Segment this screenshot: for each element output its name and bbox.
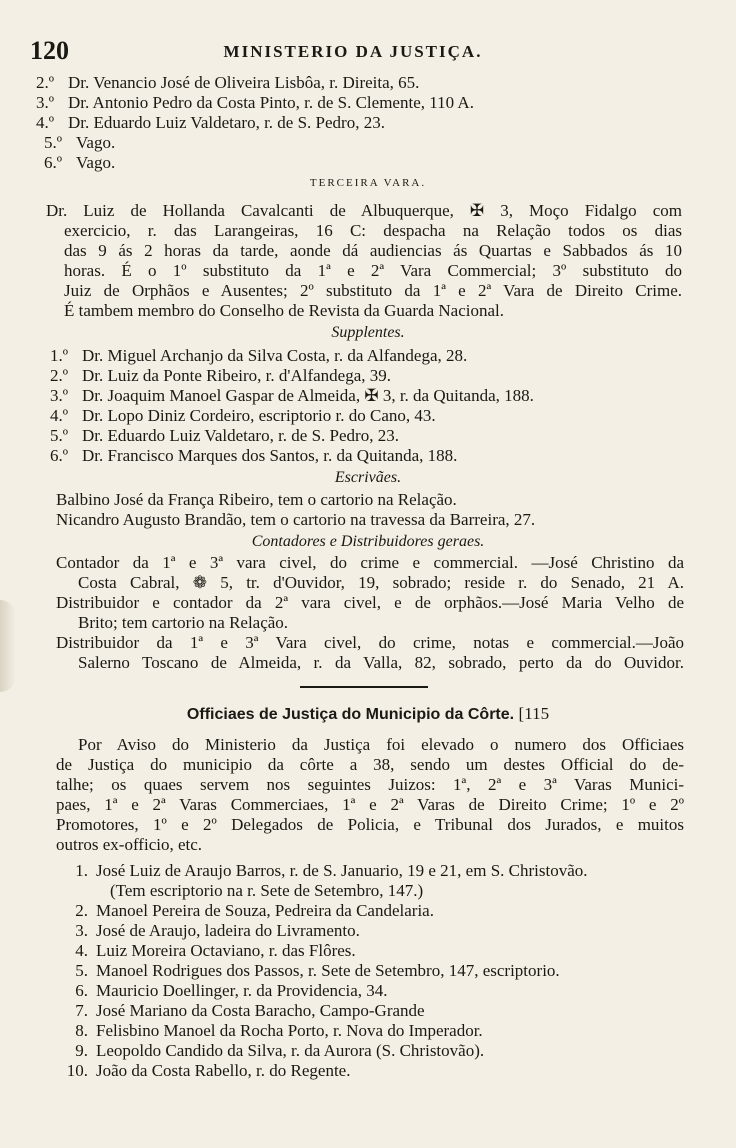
list-item: 3.º Dr. Antonio Pedro da Costa Pinto, r. de S. Clemente, 110 A. <box>36 93 474 112</box>
page-number: 120 <box>30 36 69 65</box>
text-line: Costa Cabral, ❁ 5, tr. d'Ouvidor, 19, sobrado; reside r. do Senado, 21 A. <box>78 573 684 592</box>
section-heading-terceira-vara: TERCEIRA VARA. <box>309 177 427 189</box>
list-item: 6.º Dr. Francisco Marques dos Santos, r. da Quitanda, 188. <box>50 446 458 465</box>
list-item: 4.º Dr. Lopo Diniz Cordeiro, escriptorio r. do Cano, 43. <box>50 406 436 425</box>
text-line: Juiz de Orphãos e Ausentes; 2º substituto da 1ª e 2ª Vara de Direito Crime. <box>64 281 682 300</box>
text-line: horas. É o 1º substituto da 1ª e 2ª Vara Commercial; 3º substituto do <box>64 261 682 280</box>
subheading-supplentes: Supplentes. <box>331 324 405 341</box>
text-line: Brito; tem cartorio na Relação. <box>78 613 289 632</box>
list-item: 5. Manoel Rodrigues dos Passos, r. Sete de Setembro, 147, escriptorio. <box>75 961 560 980</box>
page-edge-stain <box>0 600 16 692</box>
list-item: 2.º Dr. Luiz da Ponte Ribeiro, r. d'Alfandega, 39. <box>50 366 391 385</box>
list-item: 3.º Dr. Joaquim Manoel Gaspar de Almeida, ✠ 3, r. da Quitanda, 188. <box>50 386 534 405</box>
subheading-contadores: Contadores e Distribuidores geraes. <box>251 533 485 550</box>
list-item: 6. Mauricio Doellinger, r. da Providencia, 34. <box>75 981 388 1000</box>
text-line: Por Aviso do Ministerio da Justiça foi elevado o numero dos Officiaes <box>78 735 684 754</box>
list-item: 1. José Luiz de Araujo Barros, r. de S. Januario, 19 e 21, em S. Christovão. <box>75 861 588 880</box>
list-item-note: (Tem escriptorio na r. Sete de Setembro, 147.) <box>110 881 424 900</box>
text-line: Dr. Luiz de Hollanda Cavalcanti de Albuquerque, ✠ 3, Moço Fidalgo com <box>46 201 682 220</box>
list-item: 4.º Dr. Eduardo Luiz Valdetaro, r. de S. Pedro, 23. <box>36 113 385 132</box>
text-line: das 9 ás 2 horas da tarde, aonde dá audiencias ás Quartas e Sabbados ás 10 <box>64 241 682 260</box>
text-line: É tambem membro do Conselho de Revista da Guarda Nacional. <box>64 301 504 320</box>
list-item: 4. Luiz Moreira Octaviano, r. das Flôres. <box>75 941 356 960</box>
text-line: Distribuidor da 1ª e 3ª Vara civel, do crime, notas e commercial.—João <box>56 633 684 652</box>
list-item: 2.º Dr. Venancio José de Oliveira Lisbôa, r. Direita, 65. <box>36 73 420 92</box>
page-header <box>30 36 676 66</box>
list-item: 1.º Dr. Miguel Archanjo da Silva Costa, r. da Alfandega, 28. <box>50 346 468 365</box>
list-item: 9. Leopoldo Candido da Silva, r. da Aurora (S. Christovão). <box>75 1041 485 1060</box>
section-divider <box>300 686 428 688</box>
text-line: Promotores, 1º e 2º Delegados de Policia, e Tribunal dos Jurados, e muitos <box>56 815 684 834</box>
text-line: exercicio, r. das Larangeiras, 16 C: despacha na Relação todos os dias <box>64 221 682 240</box>
list-item: 7. José Mariano da Costa Baracho, Campo-Grande <box>75 1001 425 1020</box>
text-line: de Justiça do municipio da côrte a 38, sendo um destes Official do de- <box>56 755 684 774</box>
text-line: Contador da 1ª e 3ª vara civel, do crime e commercial. —José Christino da <box>56 553 684 572</box>
running-title: MINISTERIO DA JUSTIÇA. <box>223 42 483 61</box>
list-item: 10. João da Costa Rabello, r. do Regente. <box>66 1061 351 1080</box>
list-item: 6.º Vago. <box>44 153 116 172</box>
list-item: 5.º Vago. <box>44 133 116 152</box>
text-line: outros ex-officio, etc. <box>56 835 203 854</box>
text-line: Distribuidor e contador da 2ª vara civel, e de orphãos.—José Maria Velho de <box>56 593 684 612</box>
list-item: Nicandro Augusto Brandão, tem o cartorio na travessa da Barreira, 27. <box>56 510 536 529</box>
text-line: paes, 1ª e 2ª Varas Commerciaes, 1ª e 2ª Varas de Direito Crime; 1º e 2º <box>56 795 684 814</box>
text-line: Salerno Toscano de Almeida, r. da Valla, 82, sobrado, perto da do Ouvidor. <box>78 653 684 672</box>
list-item: 2. Manoel Pereira de Souza, Pedreira da Candelaria. <box>75 901 434 920</box>
text-line: talhe; os quaes servem nos seguintes Juizos: 1ª, 2ª e 3ª Varas Munici- <box>56 775 684 794</box>
subheading-escrivaes: Escrivães. <box>334 469 402 486</box>
list-item: Balbino José da França Ribeiro, tem o cartorio na Relação. <box>56 490 457 509</box>
list-item: 8. Felisbino Manoel da Rocha Porto, r. Nova do Imperador. <box>75 1021 483 1040</box>
list-item: 5.º Dr. Eduardo Luiz Valdetaro, r. de S. Pedro, 23. <box>50 426 399 445</box>
list-item: 3. José de Araujo, ladeira do Livramento. <box>75 921 360 940</box>
section-title-officiaes: Officiaes de Justiça do Municipio da Côrte. [115 <box>186 704 550 723</box>
